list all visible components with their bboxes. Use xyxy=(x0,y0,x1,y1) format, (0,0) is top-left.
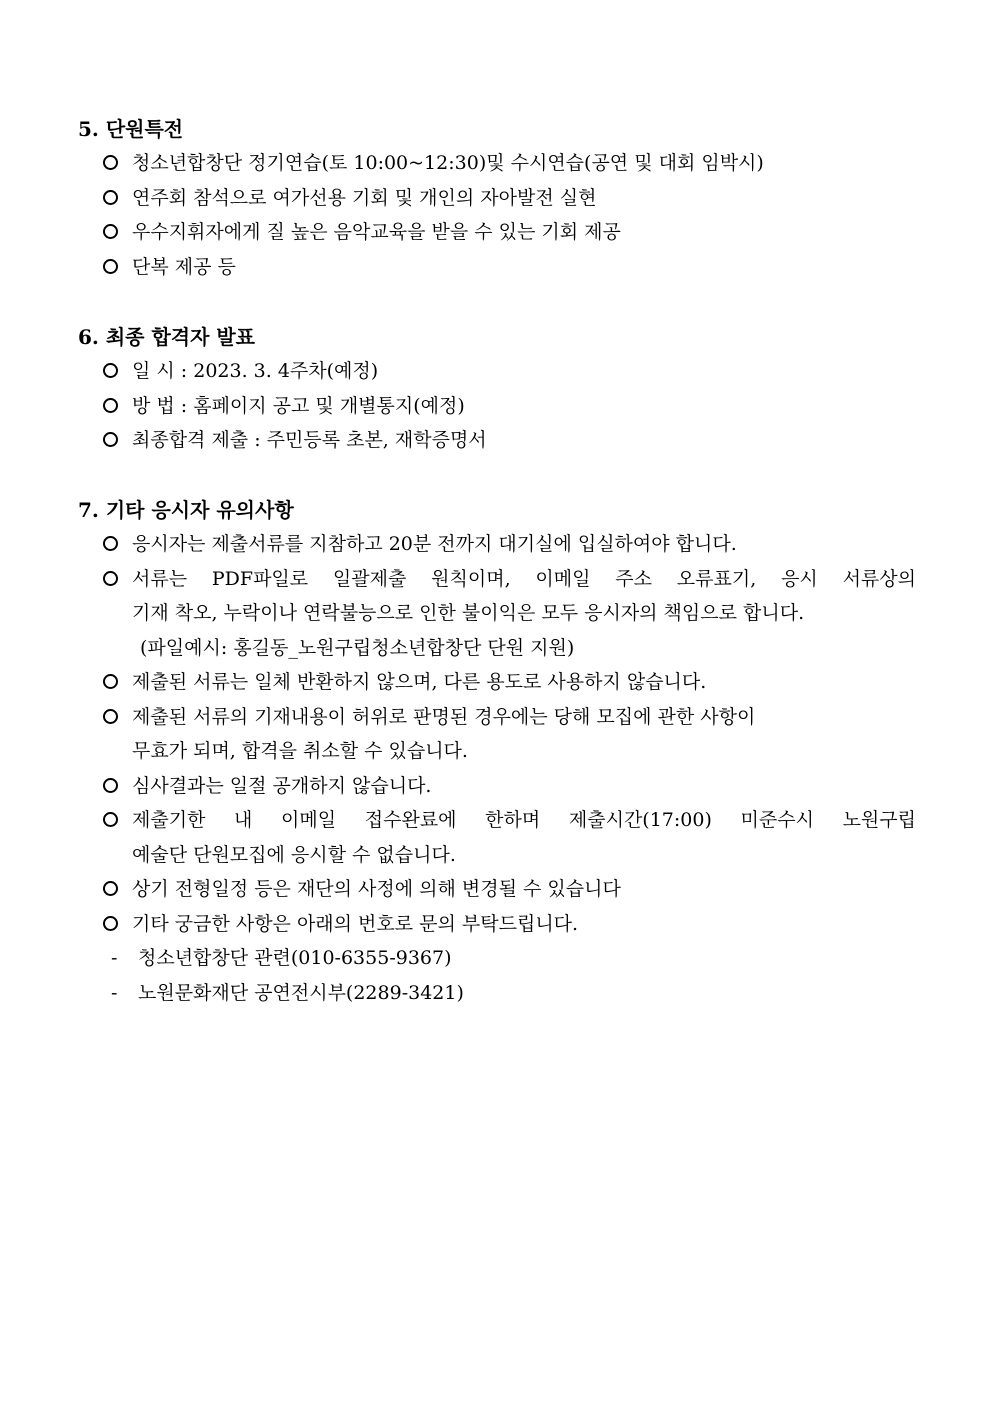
section-final-announcement xyxy=(78,320,928,458)
circle-bullet-icon xyxy=(103,224,118,239)
list-item: 최종합격 제출 : 주민등록 초본, 재학증명서 xyxy=(78,423,928,458)
contact-item: - 노원문화재단 공연전시부(2289-3421) xyxy=(78,976,928,1011)
list-item: 일 시 : 2023. 3. 4주차(예정) xyxy=(78,354,928,389)
list-item: 기타 궁금한 사항은 아래의 번호로 문의 부탁드립니다. xyxy=(78,907,928,942)
section-title: 7. 기타 응시자 유의사항 xyxy=(78,498,294,522)
list-item: 상기 전형일정 등은 재단의 사정에 의해 변경될 수 있습니다 xyxy=(78,872,928,907)
list-item: 응시자는 제출서류를 지참하고 20분 전까지 대기실에 입실하여야 합니다. xyxy=(78,527,928,562)
circle-bullet-icon xyxy=(103,778,118,793)
contact-item: - 청소년합창단 관련(010-6355-9367) xyxy=(78,941,928,976)
circle-bullet-icon xyxy=(103,155,118,170)
circle-bullet-icon xyxy=(103,881,118,896)
list-item: 서류는 PDF파일로 일괄제출 원칙이며, 이메일 주소 오류표기, 응시 서류상의 기재 착오, 누락이나 연락불능으로 인한 불이익은 모두 응시자의 책임으로 합니다. (파일예시: 홍길동_노원구립청소년합창단 단원 지원) xyxy=(78,562,928,666)
circle-bullet-icon xyxy=(103,916,118,931)
dash-bullet-icon: - xyxy=(111,981,118,1004)
circle-bullet-icon xyxy=(103,398,118,413)
dash-bullet-icon: - xyxy=(111,947,118,969)
list-item: 단복 제공 등 xyxy=(78,250,928,285)
section-applicant-notes xyxy=(78,493,928,1010)
list-item: 연주회 참석으로 여가선용 기회 및 개인의 자아발전 실현 xyxy=(78,181,928,216)
list-item: 제출기한 내 이메일 접수완료에 한하며 제출시간(17:00) 미준수시 노원구립 예술단 단원모집에 응시할 수 없습니다. xyxy=(78,803,928,872)
circle-bullet-icon xyxy=(103,812,118,827)
list-item: 우수지휘자에게 질 높은 음악교육을 받을 수 있는 기회 제공 xyxy=(78,215,928,250)
circle-bullet-icon xyxy=(103,536,118,551)
list-item: 심사결과는 일절 공개하지 않습니다. xyxy=(78,769,928,804)
section-member-benefits xyxy=(78,112,928,284)
section-title: 5. 단원특전 xyxy=(78,117,184,141)
file-example-note: (파일예시: 홍길동_노원구립청소년합창단 단원 지원) xyxy=(140,636,575,659)
list-item: 청소년합창단 정기연습(토 10:00~12:30)및 수시연습(공연 및 대회 임박시) xyxy=(78,146,928,181)
circle-bullet-icon xyxy=(103,709,118,724)
section-title: 6. 최종 합격자 발표 xyxy=(78,325,256,349)
circle-bullet-icon xyxy=(103,674,118,689)
list-item: 제출된 서류는 일체 반환하지 않으며, 다른 용도로 사용하지 않습니다. xyxy=(78,665,928,700)
circle-bullet-icon xyxy=(103,363,118,378)
list-item: 제출된 서류의 기재내용이 허위로 판명된 경우에는 당해 모집에 관한 사항이 무효가 되며, 합격을 취소할 수 있습니다. xyxy=(78,700,928,769)
circle-bullet-icon xyxy=(103,190,118,205)
circle-bullet-icon xyxy=(103,432,118,447)
list-item: 방 법 : 홈페이지 공고 및 개별통지(예정) xyxy=(78,389,928,424)
circle-bullet-icon xyxy=(103,571,118,586)
circle-bullet-icon xyxy=(103,259,118,274)
